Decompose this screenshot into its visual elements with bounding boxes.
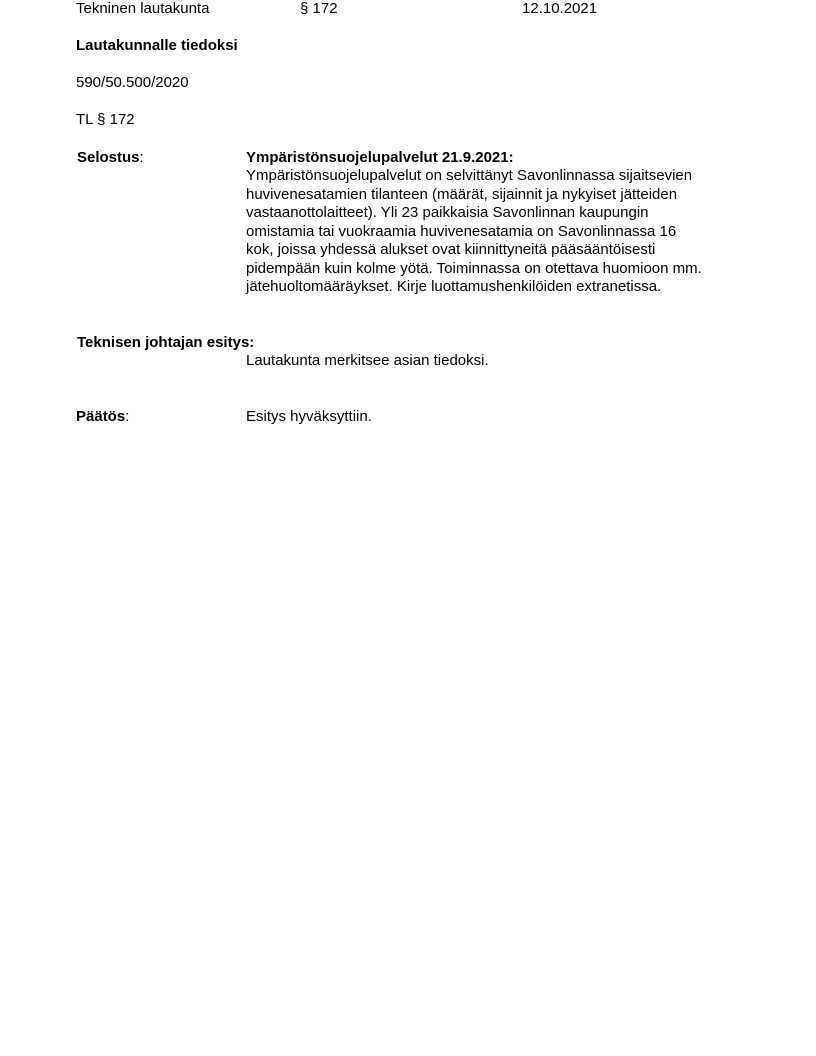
- selostus-line: kok, joissa yhdessä alukset ovat kiinnittyneitä pääsääntöisesti: [246, 241, 656, 258]
- decision-label: Päätös: [76, 408, 126, 425]
- header-section: § 172: [300, 0, 338, 17]
- selostus-line: omistamia tai vuokraamia huvivenesatamia on Savonlinnassa 16: [246, 222, 677, 240]
- decision-colon: :: [125, 408, 130, 425]
- header-committee: Tekninen lautakunta: [76, 0, 210, 17]
- item-title: Lautakunnalle tiedoksi: [76, 37, 238, 54]
- selostus-line: jätehuoltomääräykset. Kirje luottamushenkilöiden extranetissa.: [246, 278, 662, 295]
- selostus-colon: :: [139, 149, 144, 166]
- selostus-label-row: [77, 149, 144, 168]
- selostus-label: Selostus: [77, 149, 140, 166]
- selostus-body: [246, 167, 702, 297]
- selostus-line: vastaanottolaitteet). Yli 23 paikkaisia Savonlinnan kaupungin: [246, 204, 649, 221]
- header-date: 12.10.2021: [522, 0, 598, 17]
- selostus-heading: Ympäristönsuojelupalvelut 21.9.2021:: [246, 149, 514, 166]
- diary-number: 590/50.500/2020: [76, 74, 189, 91]
- selostus-line: huvivenesatamien tilanteen (määrät, sijainnit ja nykyiset jätteiden: [246, 185, 678, 203]
- proposal-text: Lautakunta merkitsee asian tiedoksi.: [246, 352, 489, 369]
- section-reference: TL § 172: [76, 111, 135, 128]
- decision-label-row: [76, 408, 129, 427]
- proposal-label: Teknisen johtajan esitys:: [77, 334, 255, 351]
- decision-text: Esitys hyväksyttiin.: [246, 408, 372, 425]
- selostus-line: pidempään kuin kolme yötä. Toiminnassa on otettava huomioon mm.: [246, 259, 702, 277]
- selostus-line: Ympäristönsuojelupalvelut on selvittänyt Savonlinnassa sijaitsevien: [246, 167, 693, 184]
